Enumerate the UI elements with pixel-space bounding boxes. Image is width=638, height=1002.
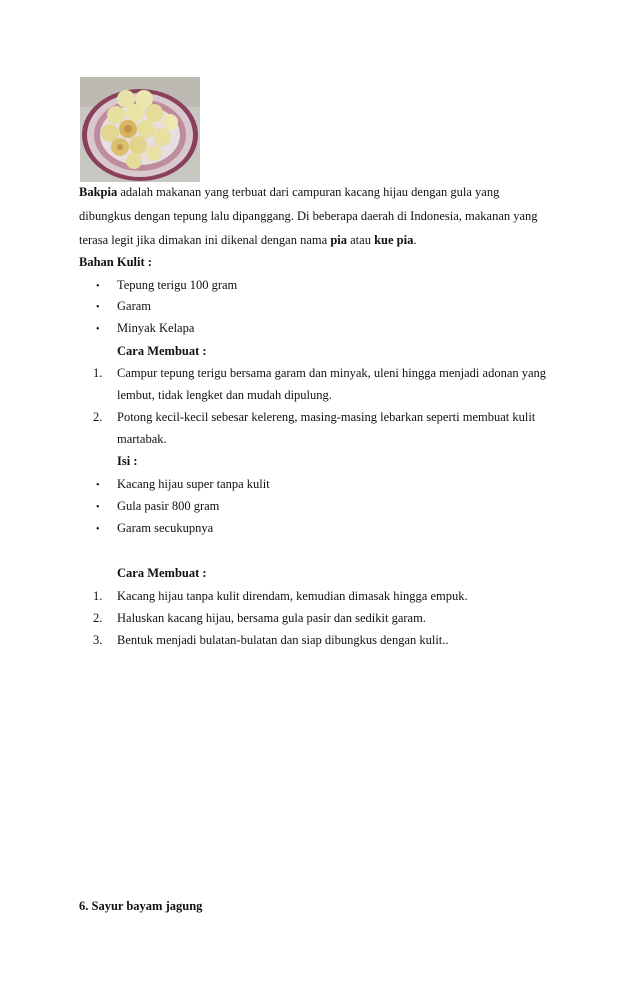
- isi-item-2: Gula pasir 800 gram: [117, 499, 220, 513]
- bahan-kulit-heading: Bahan Kulit :: [79, 255, 152, 269]
- bahan-kulit-item-1: Tepung terigu 100 gram: [117, 278, 238, 292]
- term-pia: pia: [330, 233, 347, 247]
- intro-line-3: [79, 232, 416, 248]
- intro-line-3-b: atau: [347, 233, 375, 247]
- step-number: 1.: [93, 589, 103, 603]
- cara-kulit-step-2-line-2: martabak.: [117, 432, 167, 446]
- bullet-icon: •: [96, 524, 100, 535]
- intro-line-3-a: terasa legit jika dimakan ini dikenal dengan nama: [79, 233, 331, 247]
- cara-isi-step-3: Bentuk menjadi bulatan-bulatan dan siap dibungkus dengan kulit..: [117, 633, 449, 647]
- bahan-kulit-item-2: Garam: [117, 299, 152, 313]
- term-bakpia: Bakpia: [79, 185, 118, 199]
- step-number: 1.: [93, 366, 103, 380]
- term-kue-pia: kue pia: [374, 233, 414, 247]
- bullet-icon: •: [96, 502, 100, 513]
- bullet-icon: •: [96, 324, 100, 335]
- bullet-icon: •: [96, 302, 100, 313]
- cara-kulit-step-1-line-2: lembut, tidak lengket dan mudah dipulung.: [117, 388, 332, 402]
- step-number: 3.: [93, 633, 103, 647]
- cara-kulit-step-2-line-1: Potong kecil-kecil sebesar kelereng, masing-masing lebarkan seperti membuat kulit: [117, 410, 536, 424]
- bullet-icon: •: [96, 281, 100, 292]
- cara-isi-step-1: Kacang hijau tanpa kulit direndam, kemudian dimasak hingga empuk.: [117, 589, 468, 603]
- section-heading-sayur-bayam-jagung: 6. Sayur bayam jagung: [79, 899, 203, 913]
- isi-item-1: Kacang hijau super tanpa kulit: [117, 477, 270, 491]
- bakpia-photo: [80, 77, 200, 182]
- intro-line-1-text: adalah makanan yang terbuat dari campuran kacang hijau dengan gula yang: [117, 185, 500, 199]
- cara-isi-step-2: Haluskan kacang hijau, bersama gula pasir dan sedikit garam.: [117, 611, 426, 625]
- cara-membuat-isi-heading: Cara Membuat :: [117, 566, 207, 580]
- bakpia-plate-image: [80, 77, 200, 182]
- bahan-kulit-item-3: Minyak Kelapa: [117, 321, 195, 335]
- intro-line-1: [79, 184, 499, 200]
- cara-membuat-kulit-heading: Cara Membuat :: [117, 344, 207, 358]
- cara-kulit-step-1-line-1: Campur tepung terigu bersama garam dan minyak, uleni hingga menjadi adonan yang: [117, 366, 547, 380]
- bullet-icon: •: [96, 480, 100, 491]
- isi-heading: Isi :: [117, 454, 138, 468]
- step-number: 2.: [93, 410, 103, 424]
- isi-item-3: Garam secukupnya: [117, 521, 214, 535]
- intro-line-2: dibungkus dengan tepung lalu dipanggang. Di beberapa daerah di Indonesia, makanan yang: [79, 209, 538, 223]
- intro-line-3-c: .: [413, 233, 417, 247]
- step-number: 2.: [93, 611, 103, 625]
